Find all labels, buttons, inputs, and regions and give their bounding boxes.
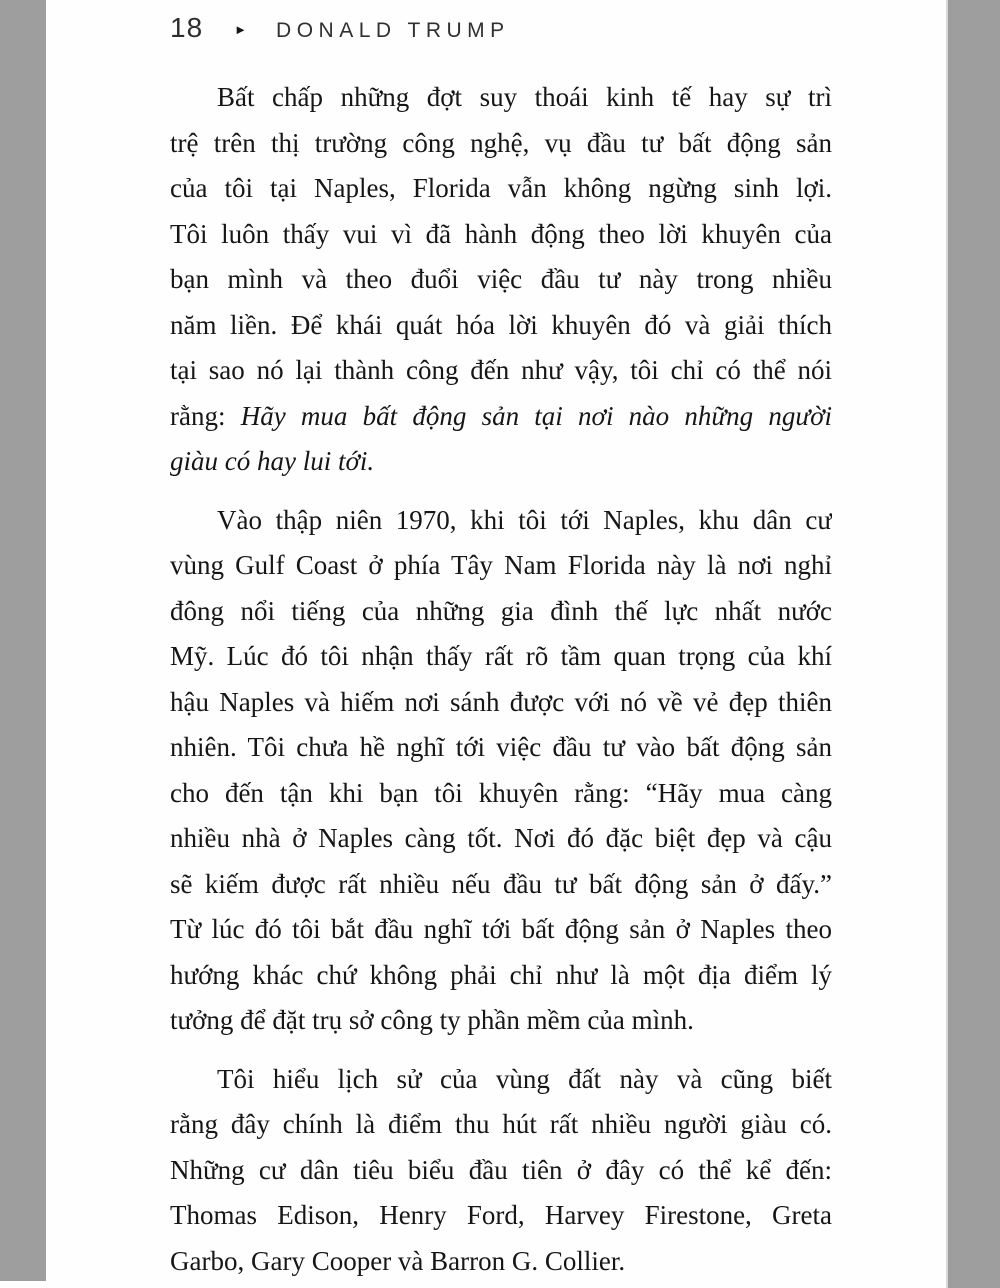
text-run: tưởng để đặt trụ sở công ty phần mềm của mình. (170, 1005, 694, 1035)
text-run: năm liền. Để khái quát hóa lời khuyên đó và giải thích (170, 309, 832, 340)
paragraph (170, 498, 832, 1044)
text-line (170, 862, 832, 908)
text-line (170, 589, 832, 635)
text-line (170, 725, 832, 771)
text-line (170, 348, 832, 394)
text-line (170, 212, 832, 258)
text-run: nhiều nhà ở Naples càng tốt. Nơi đó đặc biệt đẹp và cậu (170, 823, 832, 853)
paragraph (170, 75, 832, 485)
text-line (170, 166, 832, 212)
text-line (170, 257, 832, 303)
text-run: bạn mình và theo đuổi việc đầu tư này trong nhiều (170, 264, 832, 294)
text-line (170, 1057, 832, 1103)
text-line (170, 1102, 832, 1148)
book-title: DONALD TRUMP (276, 19, 510, 42)
text-line (170, 439, 832, 485)
text-run: nhiên. Tôi chưa hề nghĩ tới việc đầu tư vào bất động sản (170, 732, 832, 762)
italic-text-run: giàu có hay lui tới. (170, 446, 375, 476)
text-line (170, 771, 832, 817)
text-line (170, 1148, 832, 1194)
text-run: sẽ kiếm được rất nhiều nếu đầu tư bất động sản ở đấy.” (170, 868, 832, 899)
text-line (170, 998, 832, 1044)
paragraph (170, 1057, 832, 1285)
text-run: trệ trên thị trường công nghệ, vụ đầu tư bất động sản (170, 127, 832, 158)
page-number: 18 (170, 12, 204, 43)
text-line (170, 907, 832, 953)
left-scan-border (0, 0, 46, 1281)
text-line (170, 634, 832, 680)
text-run: Tôi luôn thấy vui vì đã hành động theo lời khuyên của (170, 218, 832, 249)
text-run: Vào thập niên 1970, khi tôi tới Naples, khu dân cư (217, 504, 832, 535)
text-run: vùng Gulf Coast ở phía Tây Nam Florida này là nơi nghỉ (170, 550, 832, 580)
text-line (170, 303, 832, 349)
text-run: tại sao nó lại thành công đến như vậy, tôi chỉ có thể nói (170, 355, 832, 385)
text-line (170, 394, 832, 440)
text-run: Tôi hiểu lịch sử của vùng đất này và cũng biết (217, 1063, 832, 1094)
text-run: hậu Naples và hiếm nơi sánh được với nó về vẻ đẹp thiên (170, 686, 832, 717)
text-line (170, 953, 832, 999)
text-line (170, 680, 832, 726)
text-run: Mỹ. Lúc đó tôi nhận thấy rất rõ tầm quan trọng của khí (170, 641, 832, 671)
text-run: rằng đây chính là điểm thu hút rất nhiều người giàu có. (170, 1109, 832, 1139)
text-line (170, 543, 832, 589)
text-run: Bất chấp những đợt suy thoái kinh tế hay sự trì (217, 82, 832, 112)
text-run: rằng: (170, 400, 241, 431)
text-run: của tôi tại Naples, Florida vẫn không ngừng sinh lợi. (170, 173, 832, 203)
text-line (170, 816, 832, 862)
text-run: Từ lúc đó tôi bắt đầu nghĩ tới bất động sản ở Naples theo (170, 914, 832, 944)
text-line (170, 121, 832, 167)
text-line (170, 1239, 832, 1285)
page-header (170, 12, 510, 44)
text-run: đông nổi tiếng của những gia đình thế lực nhất nước (170, 595, 832, 626)
text-run: Những cư dân tiêu biểu đầu tiên ở đây có thể kể đến: (170, 1154, 832, 1185)
text-line (170, 75, 832, 121)
text-run: hướng khác chứ không phải chỉ như là một địa điểm lý (170, 959, 832, 990)
text-line (170, 1193, 832, 1239)
page-body (170, 75, 832, 1284)
text-run: Garbo, Gary Cooper và Barron G. Collier. (170, 1245, 626, 1276)
text-line (170, 498, 832, 544)
arrow-right-icon: ► (234, 22, 248, 37)
italic-text-run: Hãy mua bất động sản tại nơi nào những người (240, 400, 832, 431)
text-run: Thomas Edison, Henry Ford, Harvey Firestone, Greta (170, 1200, 832, 1230)
right-scan-border (946, 0, 1000, 1288)
text-run: cho đến tận khi bạn tôi khuyên rằng: “Hãy mua càng (170, 777, 832, 808)
